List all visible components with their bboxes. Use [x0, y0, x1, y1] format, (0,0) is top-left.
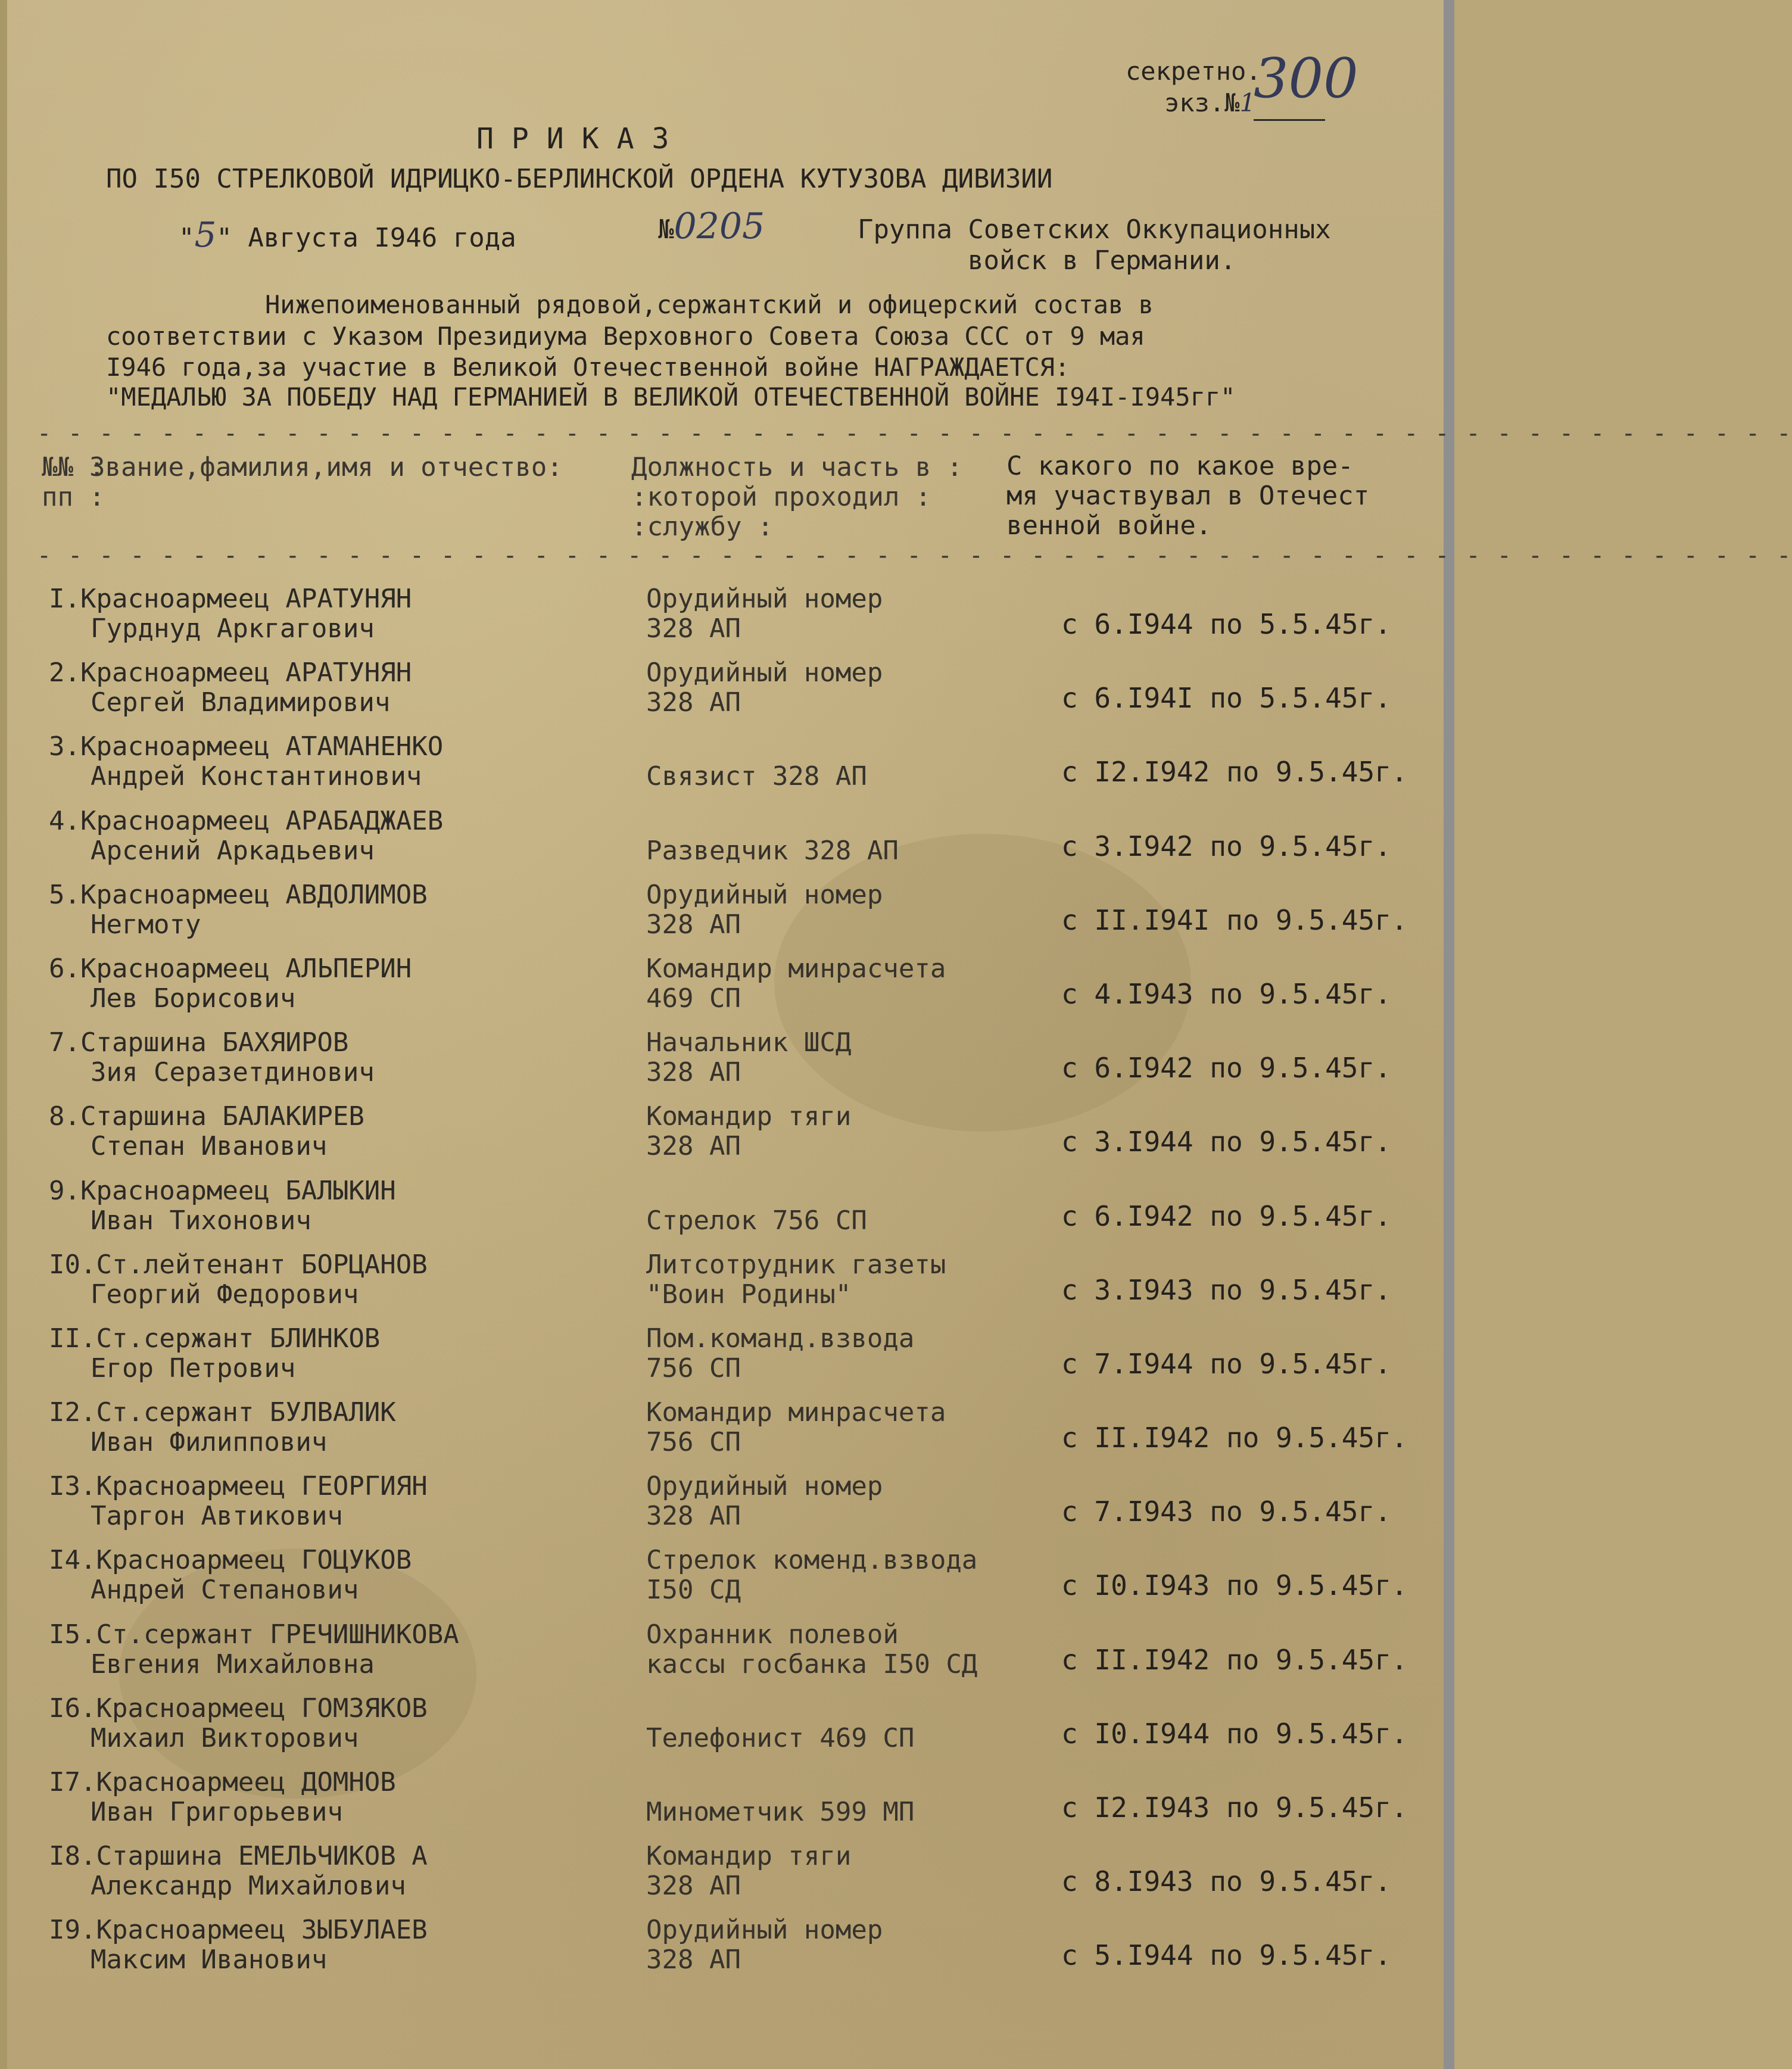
row-position-line-1: Стрелок коменд.взвода	[646, 1545, 978, 1576]
row-name	[49, 1620, 459, 1679]
row-position	[646, 1324, 914, 1384]
row-position	[646, 1841, 851, 1901]
row-position	[646, 658, 883, 718]
row-position-line-2: 469 СП	[646, 983, 741, 1014]
table-row	[0, 1690, 1454, 1764]
table-row	[0, 1764, 1454, 1838]
row-given-names: Сергей Владимирович	[91, 687, 391, 718]
intro-line-1: Нижепоименованный рядовой,сержантский и офицерский состав в	[265, 290, 1154, 319]
row-position-line-2: 328 АП	[646, 1131, 741, 1162]
table-row	[0, 1098, 1454, 1172]
row-position-line-2: Разведчик 328 АП	[646, 835, 899, 866]
row-given-names: Лев Борисович	[91, 983, 296, 1014]
row-name	[49, 1694, 428, 1753]
row-position-line-1: Орудийный номер	[646, 1915, 883, 1946]
row-position-line-1	[646, 732, 867, 762]
row-position	[646, 1545, 977, 1605]
document-title: ПРИКАЗ	[476, 122, 687, 155]
row-name	[49, 1324, 380, 1384]
row-position	[646, 1176, 867, 1236]
table-row	[0, 1320, 1454, 1394]
row-rank-surname: 5.Красноармеец АВДОЛИМОВ	[49, 879, 428, 910]
row-position	[646, 1102, 851, 1161]
row-position-line-2: I50 СД	[646, 1575, 741, 1606]
row-position	[646, 1250, 946, 1310]
row-given-names: Зия Серазетдинович	[91, 1057, 375, 1088]
table-row	[0, 581, 1454, 655]
row-service-period: с I2.I942 по 9.5.45г.	[1061, 756, 1408, 789]
row-given-names: Иван Тихонович	[91, 1205, 311, 1236]
row-name	[49, 1250, 428, 1310]
row-given-names: Евгения Михайловна	[91, 1649, 375, 1679]
row-position-line-2: 328 АП	[646, 909, 741, 940]
row-position-line-1: Охранник полевой	[646, 1619, 899, 1650]
table-top-dashes: - - - - - - - - - - - - - - - - - - - - - - - - - - - - - - - - - - - - - - - - - - - - - - - - - - - - - - - - -	[37, 420, 1792, 447]
row-rank-surname: I9.Красноармеец ЗЫБУЛАЕВ	[49, 1915, 428, 1946]
row-position-line-2: "Воин Родины"	[646, 1279, 852, 1310]
row-position	[646, 732, 867, 792]
day-handwritten: 5	[194, 214, 217, 255]
table-row	[0, 1838, 1454, 1912]
row-position-line-2: 328 АП	[646, 613, 741, 644]
order-date: "5" Августа I946 года	[179, 214, 516, 255]
row-position-line-1: Орудийный номер	[646, 584, 883, 614]
row-position	[646, 1915, 883, 1975]
intro-line-2: соответствии с Указом Президиума Верховного Совета Союза ССС от 9 мая	[106, 322, 1145, 351]
row-rank-surname: 6.Красноармеец АЛЬПЕРИН	[49, 953, 412, 984]
row-service-period: с I0.I943 по 9.5.45г.	[1061, 1569, 1408, 1602]
row-given-names: Таргон Автикович	[91, 1501, 343, 1532]
header-period: С какого по какое вре- мя участвувал в Отечест венной войне.	[1006, 451, 1370, 541]
row-position-line-2: 328 АП	[646, 1871, 741, 1902]
row-position	[646, 1694, 914, 1753]
row-service-period: с II.I942 по 9.5.45г.	[1061, 1643, 1408, 1676]
row-name	[49, 1915, 428, 1975]
row-position-line-1: Командир тяги	[646, 1841, 852, 1872]
row-rank-surname: I2.Ст.сержант БУЛВАЛИК	[49, 1397, 396, 1428]
copy-handwritten: 1	[1239, 88, 1256, 117]
row-given-names: Арсений Аркадьевич	[91, 835, 375, 866]
row-position-line-2: 328 АП	[646, 1501, 741, 1532]
table-row	[0, 1468, 1454, 1542]
row-position-line-2: Минометчик 599 МП	[646, 1797, 915, 1827]
row-name	[49, 732, 443, 792]
row-position-line-1: Начальник ШСД	[646, 1027, 852, 1058]
row-name	[49, 584, 412, 644]
row-position	[646, 1472, 883, 1531]
row-position-line-1: Командир минрасчета	[646, 1397, 946, 1428]
row-position-line-2: Стрелок 756 СП	[646, 1205, 867, 1236]
row-service-period: с 6.I942 по 9.5.45г.	[1061, 1199, 1391, 1232]
row-given-names: Андрей Степанович	[91, 1575, 359, 1606]
row-position-line-2: 756 СП	[646, 1427, 741, 1458]
row-position	[646, 1620, 977, 1679]
table-row	[0, 877, 1454, 951]
row-service-period: с 3.I943 по 9.5.45г.	[1061, 1273, 1391, 1306]
row-position-line-1	[646, 806, 899, 836]
row-position-line-1	[646, 1176, 867, 1206]
row-position-line-1: Орудийный номер	[646, 658, 883, 688]
row-rank-surname: I7.Красноармеец ДОМНОВ	[49, 1767, 396, 1797]
copy-label: экз.№1	[1164, 88, 1256, 117]
row-given-names: Иван Филиппович	[91, 1427, 328, 1458]
row-service-period: с 6.I942 по 9.5.45г.	[1061, 1052, 1391, 1085]
row-position	[646, 1768, 914, 1827]
table-row	[0, 951, 1454, 1024]
row-position-line-1	[646, 1768, 914, 1797]
table-row	[0, 1247, 1454, 1320]
row-position-line-2: 328 АП	[646, 1945, 741, 1975]
row-rank-surname: I0.Ст.лейтенант БОРЦАНОВ	[49, 1249, 428, 1280]
row-position	[646, 880, 883, 940]
row-rank-surname: I4.Красноармеец ГОЦУКОВ	[49, 1545, 412, 1576]
table-row	[0, 655, 1454, 728]
row-service-period: с 7.I943 по 9.5.45г.	[1061, 1495, 1391, 1528]
row-given-names: Михаил Викторович	[91, 1722, 359, 1753]
row-position	[646, 1398, 946, 1457]
table-row	[0, 728, 1454, 802]
row-position	[646, 584, 883, 644]
division-subtitle: ПО I50 СТРЕЛКОВОЙ ИДРИЦКО-БЕРЛИНСКОЙ ОРДЕНА КУТУЗОВА ДИВИЗИИ	[106, 164, 1053, 194]
row-rank-surname: 8.Старшина БАЛАКИРЕВ	[49, 1101, 364, 1132]
intro-line-4: "МЕДАЛЬЮ ЗА ПОБЕДУ НАД ГЕРМАНИЕЙ В ВЕЛИКОЙ ОТЕЧЕСТВЕННОЙ ВОЙНЕ I94I-I945гг"	[106, 382, 1236, 412]
row-position-line-1: Командир минрасчета	[646, 953, 946, 984]
row-service-period: с 8.I943 по 9.5.45г.	[1061, 1865, 1391, 1898]
row-rank-surname: I5.Ст.сержант ГРЕЧИШНИКОВА	[49, 1619, 459, 1650]
row-position-line-1: Командир тяги	[646, 1101, 852, 1132]
row-name	[49, 1398, 396, 1457]
row-name	[49, 1472, 428, 1531]
row-position-line-2: кассы госбанка I50 СД	[646, 1649, 978, 1679]
row-rank-surname: II.Ст.сержант БЛИНКОВ	[49, 1323, 381, 1354]
row-name	[49, 1102, 364, 1161]
row-name	[49, 1028, 375, 1088]
table-row	[0, 1024, 1454, 1098]
row-name	[49, 954, 412, 1014]
row-rank-surname: I.Красноармеец АРАТУНЯН	[49, 584, 412, 614]
table-row	[0, 1912, 1454, 1986]
table-row	[0, 1394, 1454, 1468]
row-service-period: с 3.I942 по 9.5.45г.	[1061, 830, 1391, 862]
table-row	[0, 1542, 1454, 1616]
intro-line-3: I946 года,за участие в Великой Отечественной войне НАГРАЖДАЕТСЯ:	[106, 353, 1070, 382]
row-given-names: Александр Михайлович	[91, 1871, 406, 1902]
row-given-names: Иван Григорьевич	[91, 1797, 343, 1827]
row-name	[49, 1768, 396, 1827]
location-line-1: Группа Советских Оккупационных	[858, 214, 1331, 245]
row-position	[646, 954, 946, 1014]
row-position-line-1: Литсотрудник газеты	[646, 1249, 946, 1280]
row-position-line-2: 328 АП	[646, 687, 741, 718]
copy-total-handwritten: 300	[1254, 46, 1358, 110]
row-service-period: с 7.I944 по 9.5.45г.	[1061, 1347, 1391, 1380]
order-number-handwritten: 0205	[674, 205, 765, 247]
secret-label: секретно.	[1126, 57, 1261, 86]
row-name	[49, 806, 443, 866]
header-number: №№ : пп :	[42, 452, 105, 512]
award-list	[0, 581, 1454, 1986]
row-name	[49, 880, 428, 940]
row-position-line-1: Пом.команд.взвода	[646, 1323, 915, 1354]
row-name	[49, 658, 412, 718]
table-row	[0, 1616, 1454, 1690]
row-rank-surname: 4.Красноармеец АРАБАДЖАЕВ	[49, 805, 444, 836]
order-number: №0205	[658, 205, 765, 247]
row-rank-surname: 2.Красноармеец АРАТУНЯН	[49, 658, 412, 688]
row-service-period: с I0.I944 по 9.5.45г.	[1061, 1717, 1408, 1750]
row-position-line-2: 328 АП	[646, 1057, 741, 1088]
row-position-line-2: Телефонист 469 СП	[646, 1722, 915, 1753]
row-service-period: с 5.I944 по 9.5.45г.	[1061, 1939, 1391, 1972]
row-service-period: с 6.I94I по 5.5.45г.	[1061, 682, 1391, 715]
row-given-names: Егор Петрович	[91, 1353, 296, 1384]
row-rank-surname: 9.Красноармеец БАЛЫКИН	[49, 1175, 396, 1206]
row-name	[49, 1545, 412, 1605]
location-line-2: войск в Германии.	[968, 245, 1236, 276]
row-position-line-1	[646, 1694, 914, 1724]
row-service-period: с I2.I943 по 9.5.45г.	[1061, 1791, 1408, 1824]
row-rank-surname: I3.Красноармеец ГЕОРГИЯН	[49, 1471, 428, 1502]
row-service-period: с 4.I943 по 9.5.45г.	[1061, 977, 1391, 1010]
row-rank-surname: I6.Красноармеец ГОМЗЯКОВ	[49, 1693, 428, 1724]
row-service-period: с 6.I944 по 5.5.45г.	[1061, 608, 1391, 640]
row-given-names: Негмоту	[91, 909, 201, 940]
row-position	[646, 1028, 851, 1088]
header-name: Звание,фамилия,имя и отчество:	[89, 452, 563, 482]
row-service-period: с II.I94I по 9.5.45г.	[1061, 903, 1408, 936]
row-name	[49, 1841, 428, 1901]
row-position-line-1: Орудийный номер	[646, 879, 883, 910]
header-position: Должность и часть в : :которой проходил : :службу :	[631, 452, 963, 542]
row-given-names: Максим Иванович	[91, 1945, 328, 1975]
table-row	[0, 1173, 1454, 1247]
row-position-line-1: Орудийный номер	[646, 1471, 883, 1502]
row-position-line-2: 756 СП	[646, 1353, 741, 1384]
copy-underline	[1254, 119, 1325, 121]
row-rank-surname: 3.Красноармеец АТАМАНЕНКО	[49, 731, 444, 762]
row-given-names: Георгий Федорович	[91, 1279, 359, 1310]
row-given-names: Гурднуд Аркгагович	[91, 613, 375, 644]
row-given-names: Андрей Константинович	[91, 761, 422, 792]
row-given-names: Степан Иванович	[91, 1131, 328, 1162]
row-rank-surname: 7.Старшина БАХЯИРОВ	[49, 1027, 349, 1058]
row-service-period: с 3.I944 по 9.5.45г.	[1061, 1126, 1391, 1158]
row-position-line-2: Связист 328 АП	[646, 761, 867, 792]
table-row	[0, 803, 1454, 877]
row-name	[49, 1176, 396, 1236]
row-position	[646, 806, 899, 866]
row-rank-surname: I8.Старшина ЕМЕЛЬЧИКОВ А	[49, 1841, 428, 1872]
row-service-period: с II.I942 по 9.5.45г.	[1061, 1422, 1408, 1454]
table-header-dashes: - - - - - - - - - - - - - - - - - - - - - - - - - - - - - - - - - - - - - - - - - - - - - - - - - - - - - - - - -	[37, 542, 1792, 569]
